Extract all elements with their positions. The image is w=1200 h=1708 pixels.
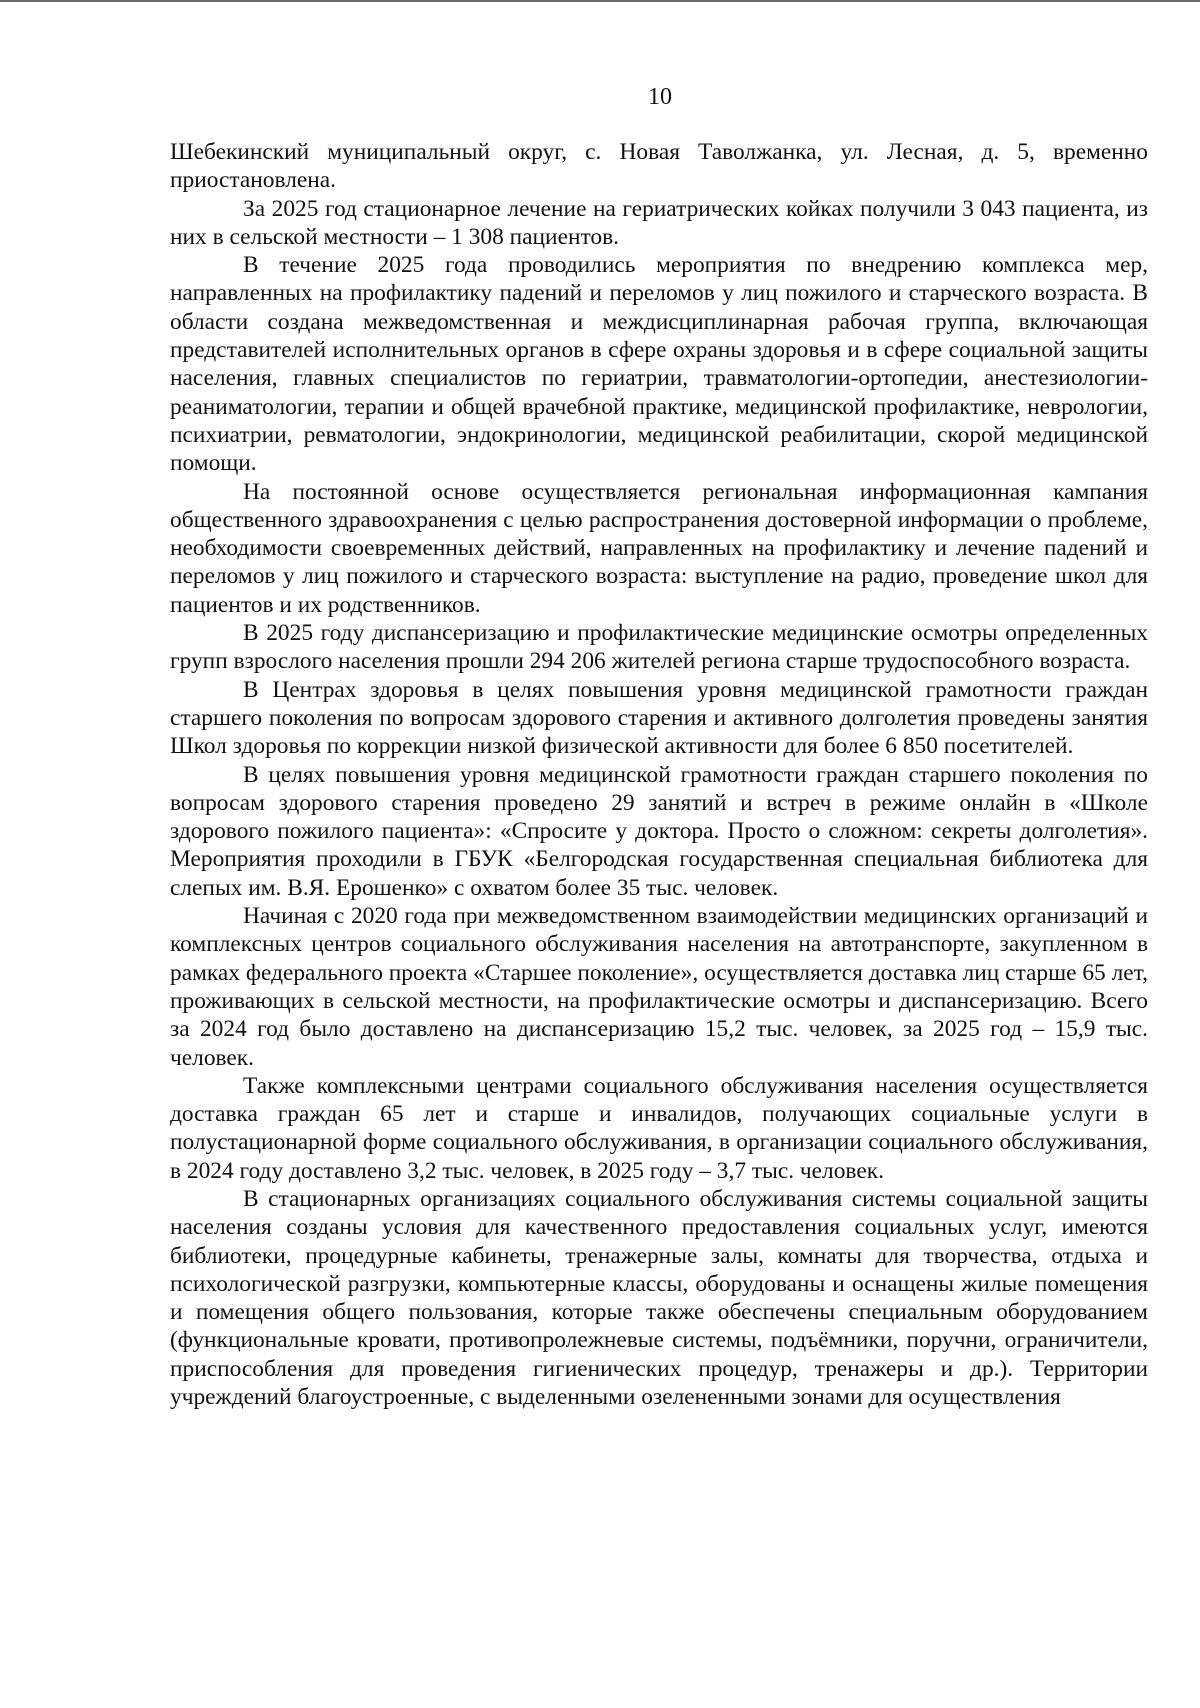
top-edge-line	[0, 0, 1200, 2]
paragraph-social-centers-delivery: Также комплексными центрами социального обслуживания населения осуществляется доставка граждан 65 лет и старше и инвалидов, получающих социальные услуги в полустационарной форме социального обслуживания, в организации социального обслуживания, в 2024 году доставлено 3,2 тыс. человек, в 2025 году – 3,7 тыс. человек.	[170, 1072, 1148, 1184]
paragraph-continuation: Шебекинский муниципальный округ, с. Новая Таволжанка, ул. Лесная, д. 5, временно приостановлена.	[170, 139, 1148, 194]
paragraph-fall-prevention: В течение 2025 года проводились мероприятия по внедрению комплекса мер, направленных на профилактику падений и переломов у лиц пожилого и старческого возраста. В области создана межведомственная и междисциплинарная рабочая группа, включающая представителей исполнительных органов в сфере охраны здоровья и в сфере социальной защиты населения, главных специалистов по гериатрии, травматологии-ортопедии, анестезиологии-реаниматологии, терапии и общей врачебной практике, медицинской профилактике, неврологии, психиатрии, ревматологии, эндокринологии, медицинской реабилитации, скорой медицинской помощи.	[170, 252, 1148, 477]
paragraph-information-campaign: На постоянной основе осуществляется региональная информационная кампания общественного здравоохранения с целью распространения достоверной информации о проблеме, необходимости своевременных действий, направленных на профилактику и лечение падений и переломов у лиц пожилого и старческого возраста: выступление на радио, проведение школ для пациентов и их родственников.	[170, 478, 1148, 618]
paragraph-health-centers: В Центрах здоровья в целях повышения уровня медицинской грамотности граждан старшего поколения по вопросам здорового старения и активного долголетия проведены занятия Школ здоровья по коррекции низкой физической активности для более 6 850 посетителей.	[170, 676, 1148, 760]
document-body	[170, 138, 1148, 1411]
page-number: 10	[648, 84, 672, 110]
paragraph-geriatric-beds: За 2025 год стационарное лечение на гериатрических койках получили 3 043 пациента, из них в сельской местности – 1 308 пациентов.	[170, 195, 1148, 250]
paragraph-stationary-organizations: В стационарных организациях социального обслуживания системы социальной защиты населения созданы условия для качественного предоставления социальных услуг, имеются библиотеки, процедурные кабинеты, тренажерные залы, комнаты для творчества, отдыха и психологической разгрузки, компьютерные классы, оборудованы и оснащены жилые помещения и помещения общего пользования, которые также обеспечены специальным оборудованием (функциональные кровати, противопролежневые системы, подъёмники, поручни, ограничители, приспособления для проведения гигиенических процедур, тренажеры и др.). Территории учреждений благоустроенные, с выделенными озелененными зонами для осуществления	[170, 1185, 1148, 1411]
paragraph-dispensary: В 2025 году диспансеризацию и профилактические медицинские осмотры определенных групп взрослого населения прошли 294 206 жителей региона старше трудоспособного возраста.	[170, 620, 1148, 675]
paragraph-online-school: В целях повышения уровня медицинской грамотности граждан старшего поколения по вопросам здорового старения проведено 29 занятий и встреч в режиме онлайн в «Школе здорового пожилого пациента»: «Спросите у доктора. Просто о сложном: секреты долголетия». Мероприятия проходили в ГБУК «Белгородская государственная специальная библиотека для слепых им. В.Я. Ерошенко» с охватом более 35 тыс. человек.	[170, 761, 1148, 901]
paragraph-transport-delivery: Начиная с 2020 года при межведомственном взаимодействии медицинских организаций и комплексных центров социального обслуживания населения на автотранспорте, закупленном в рамках федерального проекта «Старшее поколение», осуществляется доставка лиц старше 65 лет, проживающих в сельской местности, на профилактические осмотры и диспансеризацию. Всего за 2024 год было доставлено на диспансеризацию 15,2 тыс. человек, за 2025 год – 15,9 тыс. человек.	[170, 903, 1148, 1071]
